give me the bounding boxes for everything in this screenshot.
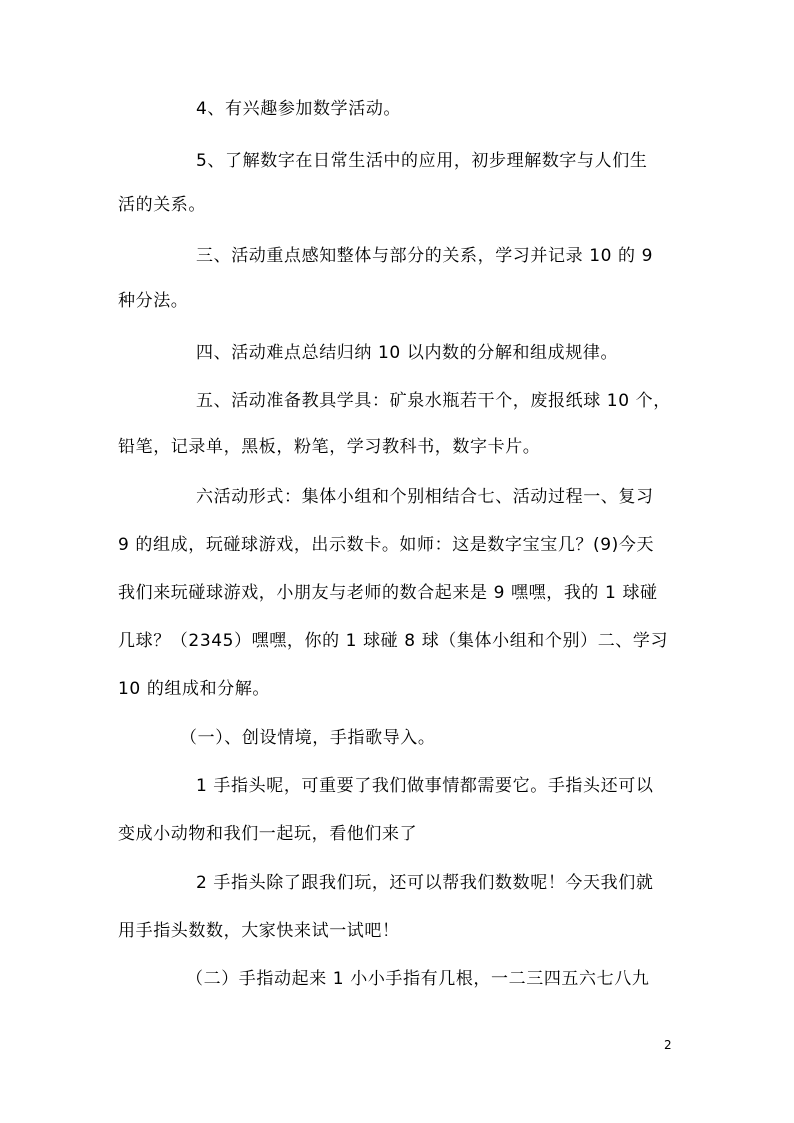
text-line-5: 种分法。 — [118, 291, 189, 311]
text-line-4: 三、活动重点感知整体与部分的关系，学习并记录 10 的 9 — [196, 246, 654, 266]
text-line-17: 2 手指头除了跟我们玩，还可以帮我们数数呢！今天我们就 — [196, 873, 654, 893]
page-number: 2 — [664, 1038, 672, 1052]
text-line-15: 1 手指头呢，可重要了我们做事情都需要它。手指头还可以 — [196, 776, 654, 796]
text-line-12: 几球？（2345）嘿嘿，你的 1 球碰 8 球（集体小组和个别）二、学习 — [118, 631, 669, 651]
text-line-13: 10 的组成和分解。 — [118, 679, 271, 699]
text-line-1: 4、有兴趣参加数学活动。 — [196, 99, 402, 119]
text-line-18: 用手指头数数，大家快来试一试吧！ — [118, 921, 400, 941]
text-line-7: 五、活动准备教具学具：矿泉水瓶若干个，废报纸球 10 个， — [196, 391, 671, 411]
text-line-14: （一）、创设情境，手指歌导入。 — [180, 728, 436, 748]
text-line-19: （二）手指动起来 1 小小手指有几根，一二三四五六七八九 — [186, 969, 650, 989]
text-line-10: 9 的组成，玩碰球游戏，出示数卡。如师：这是数字宝宝几？(9)今天 — [118, 535, 655, 555]
text-line-9: 六活动形式：集体小组和个别相结合七、活动过程一、复习 — [196, 487, 654, 507]
text-line-11: 我们来玩碰球游戏，小朋友与老师的数合起来是 9 嘿嘿，我的 1 球碰 — [118, 583, 658, 603]
text-line-2: 5、了解数字在日常生活中的应用，初步理解数字与人们生 — [196, 151, 648, 171]
text-line-6: 四、活动难点总结归纳 10 以内数的分解和组成规律。 — [196, 343, 619, 363]
text-line-8: 铅笔，记录单，黑板，粉笔，学习教科书，数字卡片。 — [118, 437, 541, 457]
text-line-16: 变成小动物和我们一起玩，看他们来了 — [118, 824, 418, 844]
text-line-3: 活的关系。 — [118, 195, 206, 215]
